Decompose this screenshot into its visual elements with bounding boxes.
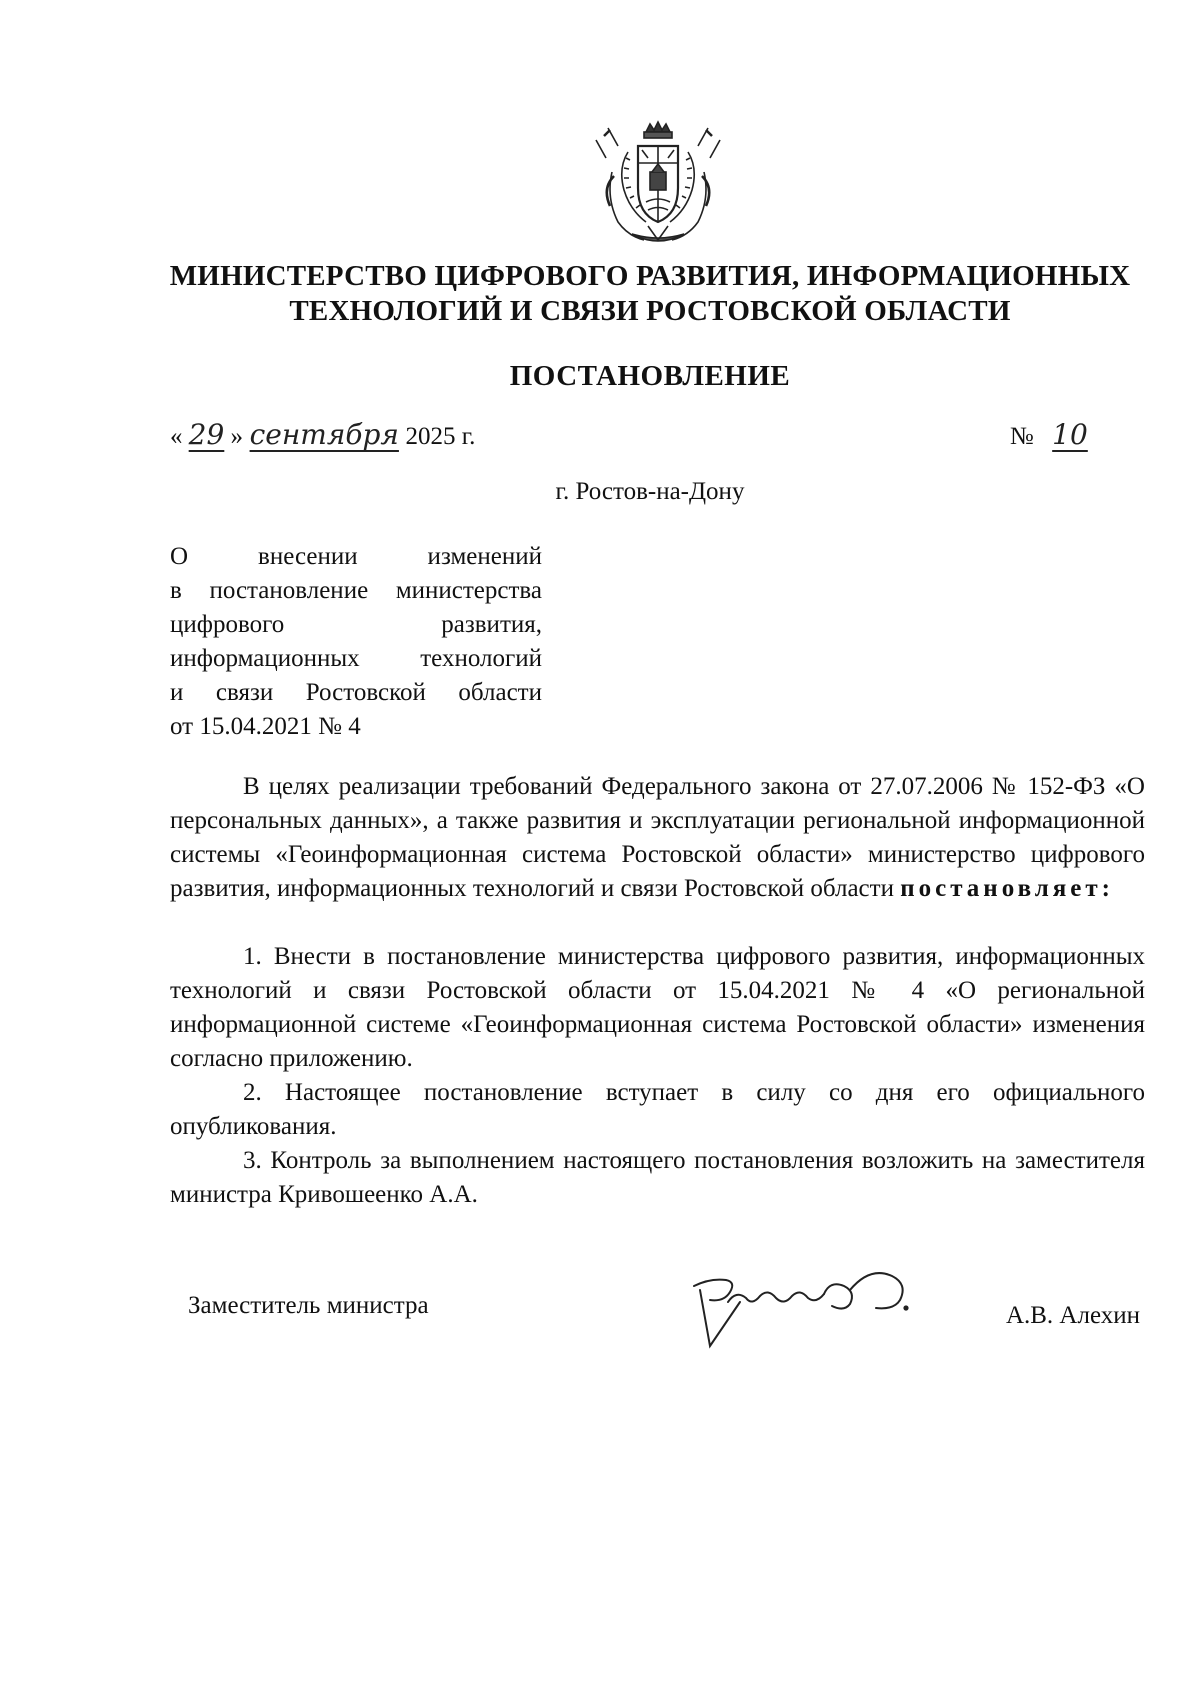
preamble-text: В целях реализации требований Федерального закона от 27.07.2006 № 152-ФЗ «О персональных данных», а также развития и эксплуатации региональной информационной системы «Геоинформационная система Ростовской области» министерство цифрового развития, информационных технологий и связи Ростовской области (170, 773, 1145, 902)
date-month-handwritten: сентября (249, 418, 399, 451)
preamble-emphasis: постановляет: (900, 875, 1114, 902)
resolution-item-3: 3. Контроль за выполнением настоящего постановления возложить на заместителя министра Кривошеенко А.А. (170, 1147, 1145, 1208)
date-close-quote: » (230, 423, 243, 450)
date-open-quote: « (170, 423, 183, 450)
ministry-name-line-2: ТЕХНОЛОГИЙ И СВЯЗИ РОСТОВСКОЙ ОБЛАСТИ (289, 295, 1011, 327)
resolution-item-1: 1. Внести в постановление министерства цифрового развития, информационных технологий и связи Ростовской области от 15.04.2021 № 4 «О региональной информационной системе «Геоинформационная система Ростовской области» изменения согласно приложению. (170, 943, 1145, 1072)
date-year: 2025 г. (405, 423, 476, 450)
subject-line: от 15.04.2021 № 4 (170, 713, 361, 740)
coat-of-arms-emblem (588, 118, 728, 258)
document-subject (170, 540, 542, 744)
document-body (170, 770, 1145, 1212)
city-line: г. Ростов-на-Дону (555, 478, 745, 505)
ministry-name-line-1: МИНИСТЕРСТВО ЦИФРОВОГО РАЗВИТИЯ, ИНФОРМАЦИОННЫХ (169, 260, 1131, 292)
document-number (1010, 418, 1100, 451)
number-label: № (1009, 423, 1034, 450)
date-day-handwritten: 29 (188, 418, 225, 451)
signatory-name: А.В. Алехин (1005, 1302, 1140, 1329)
handwritten-signature (680, 1250, 940, 1370)
subject-line: в постановление министерства (170, 577, 542, 604)
paragraph-spacer (170, 906, 1145, 940)
preamble-paragraph (170, 770, 1145, 906)
subject-line: и связи Ростовской области (170, 679, 542, 706)
subject-line: О внесении изменений (170, 543, 542, 570)
subject-line: цифрового развития, (170, 611, 542, 638)
document-date (170, 418, 475, 451)
resolution-item-2: 2. Настоящее постановление вступает в силу со дня его официального опубликования. (170, 1079, 1145, 1140)
subject-line: информационных технологий (170, 645, 542, 672)
number-value-handwritten: 10 (1052, 418, 1088, 451)
signatory-title: Заместитель министра (188, 1292, 429, 1319)
document-type-title: ПОСТАНОВЛЕНИЕ (509, 360, 791, 392)
